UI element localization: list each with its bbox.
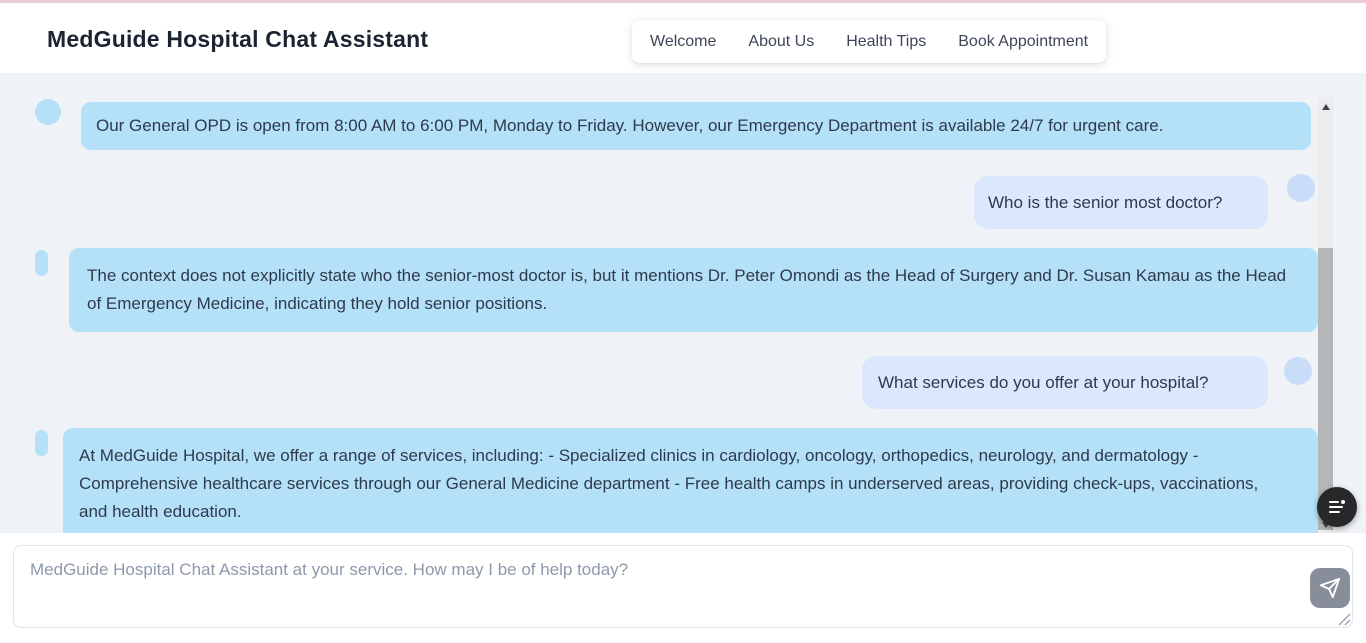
chat-input[interactable]: [13, 545, 1353, 628]
assistant-message: At MedGuide Hospital, we offer a range of services, including: - Specialized clinics in cardiology, oncology, orthopedics, neurology, and dermatology - Comprehensive healthcare services through our General Medicine department - Free health camps in underserved areas, providing check-ups, vaccinations, and health education.: [63, 428, 1318, 533]
app-header: [0, 3, 1366, 73]
page-title: MedGuide Hospital Chat Assistant: [47, 26, 429, 52]
user-message: What services do you offer at your hospital?: [862, 356, 1268, 409]
assistant-avatar: [35, 250, 48, 276]
resize-handle-icon[interactable]: [1338, 613, 1351, 626]
user-avatar: [1287, 174, 1315, 202]
scroll-up-icon[interactable]: [1322, 104, 1330, 110]
assistant-avatar: [35, 99, 61, 125]
assistant-message: Our General OPD is open from 8:00 AM to 6:00 PM, Monday to Friday. However, our Emergency Department is available 24/7 for urgent care.: [81, 102, 1311, 150]
user-avatar: [1284, 357, 1312, 385]
chat-message-area: [0, 73, 1366, 533]
nav-item-book-appointment[interactable]: Book Appointment: [958, 32, 1089, 50]
nav-item-health-tips[interactable]: Health Tips: [846, 32, 927, 50]
assistant-avatar: [35, 430, 48, 456]
menu-lines-with-dot-icon: [1329, 500, 1345, 514]
nav-item-about-us[interactable]: About Us: [748, 32, 815, 50]
assistant-message: The context does not explicitly state who the senior-most doctor is, but it mentions Dr. Peter Omondi as the Head of Surgery and Dr. Susan Kamau as the Head of Emergency Medicine, indicating they hold senior positions.: [69, 248, 1318, 332]
user-message: Who is the senior most doctor?: [974, 176, 1268, 229]
nav-item-welcome[interactable]: Welcome: [650, 32, 717, 50]
floating-widget-button[interactable]: [1317, 487, 1357, 527]
message-composer: [0, 533, 1366, 643]
paper-plane-icon: [1319, 577, 1341, 599]
main-nav: [632, 20, 1106, 63]
send-button[interactable]: [1310, 568, 1350, 608]
